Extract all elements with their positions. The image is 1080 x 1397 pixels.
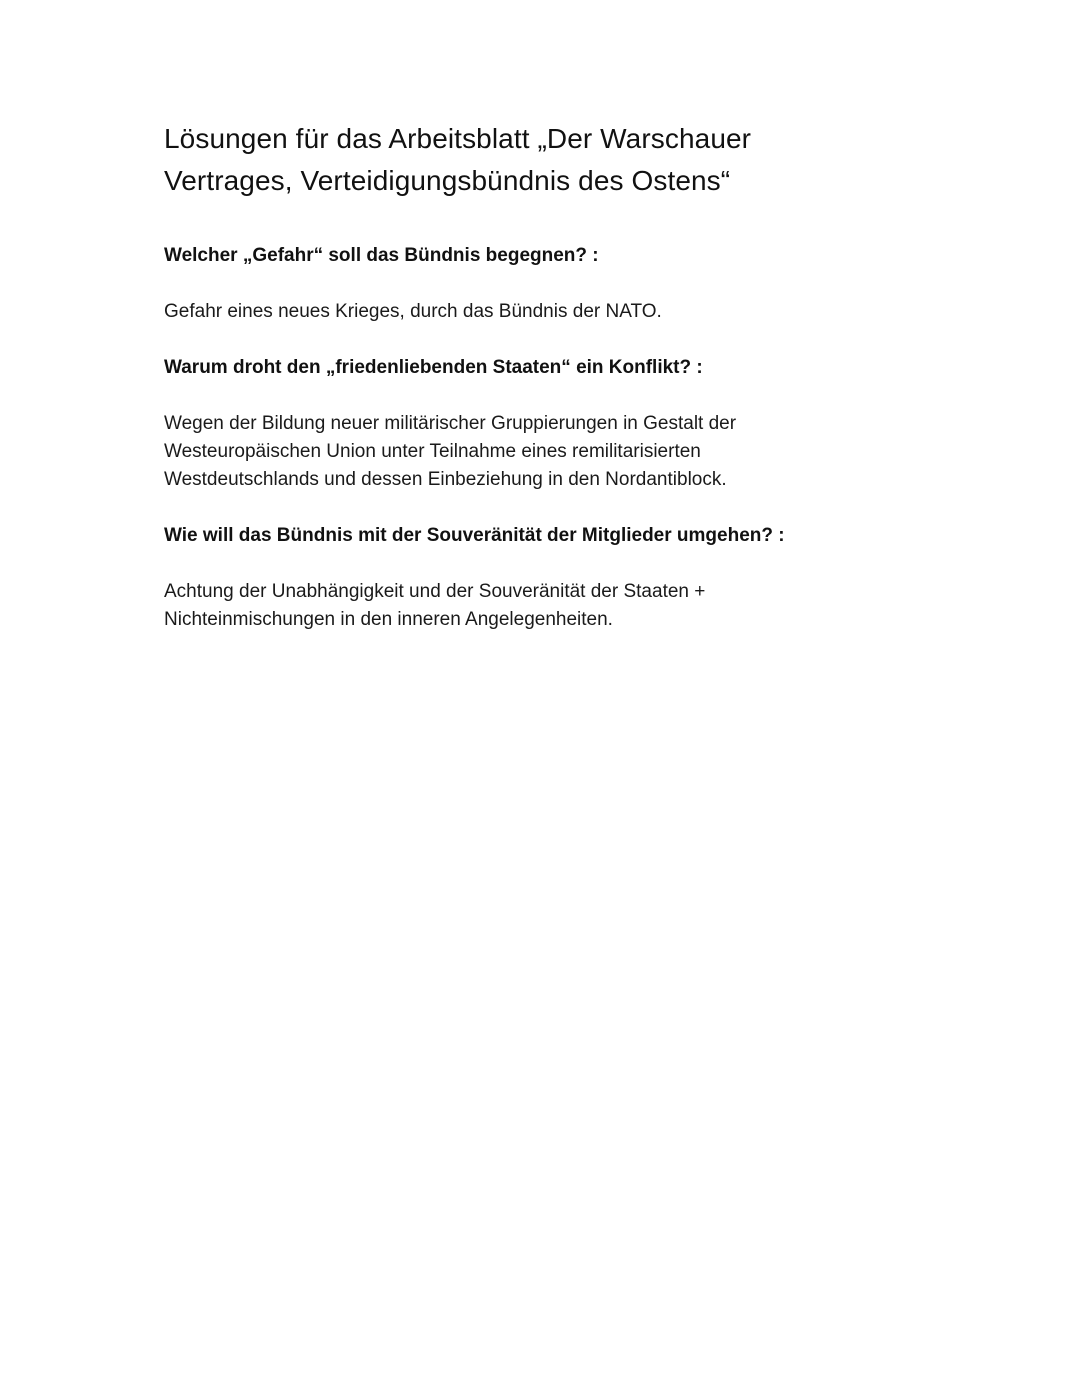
answer-1 — [164, 298, 884, 326]
answer-2-line-2: Westeuropäischen Union unter Teilnahme eines remilitarisierten — [164, 441, 701, 462]
answer-2 — [164, 410, 884, 494]
section-1 — [164, 242, 884, 326]
question-3: Wie will das Bündnis mit der Souveränität der Mitglieder umgehen? : — [164, 525, 785, 546]
question-1: Welcher „Gefahr“ soll das Bündnis begegnen? : — [164, 245, 599, 266]
answer-3-line-1: Achtung der Unabhängigkeit und der Souveränität der Staaten + — [164, 581, 706, 602]
answer-3-line-2: Nichteinmischungen in den inneren Angelegenheiten. — [164, 609, 613, 630]
title-line-1: Lösungen für das Arbeitsblatt „Der Warschauer — [164, 123, 752, 154]
section-2 — [164, 354, 884, 494]
answer-3 — [164, 578, 884, 634]
question-2: Warum droht den „friedenliebenden Staaten“ ein Konflikt? : — [164, 357, 703, 378]
title-line-2: Vertrages, Verteidigungsbündnis des Ostens“ — [164, 165, 731, 196]
answer-1-line-1: Gefahr eines neues Krieges, durch das Bündnis der NATO. — [164, 301, 662, 322]
answer-2-line-3: Westdeutschlands und dessen Einbeziehung in den Nordantiblock. — [164, 469, 727, 490]
answer-2-line-1: Wegen der Bildung neuer militärischer Gruppierungen in Gestalt der — [164, 413, 737, 434]
page-title — [164, 118, 884, 202]
section-3 — [164, 522, 884, 634]
document-content — [164, 118, 884, 662]
